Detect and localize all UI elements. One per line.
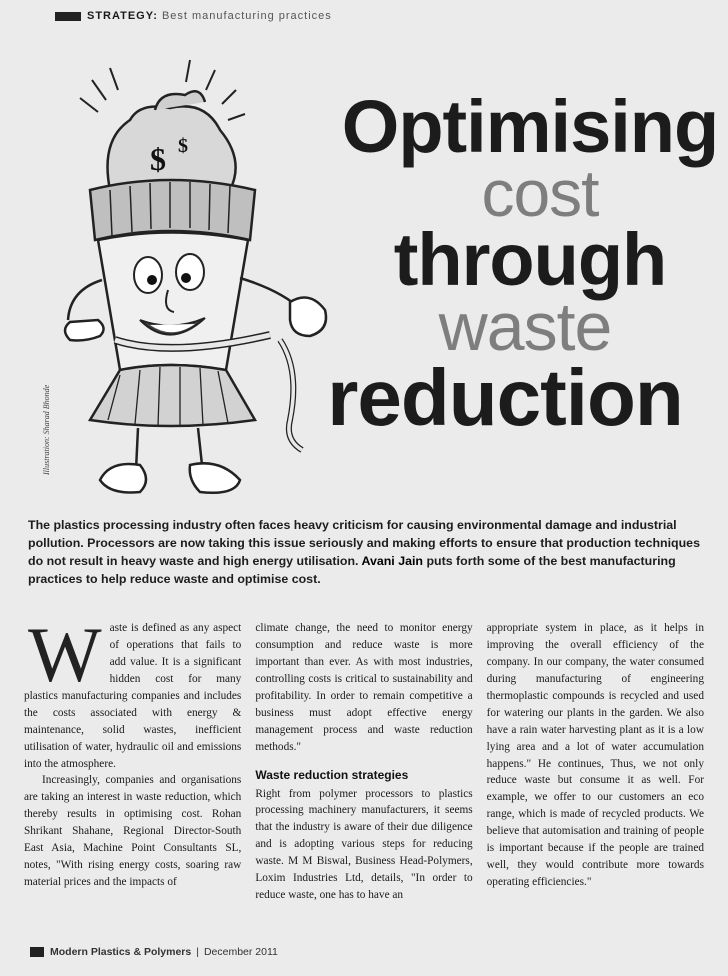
footer-separator: | xyxy=(196,946,199,958)
svg-text:$: $ xyxy=(178,135,188,157)
publication-name: Modern Plastics & Polymers xyxy=(50,946,192,958)
svg-text:$: $ xyxy=(150,141,166,177)
section-header xyxy=(55,8,332,24)
paragraph: appropriate system in place, as it helps in improving the overall efficiency of the company. In our company, the water consumed during manufacturing of engineering thermoplastic compounds is recycled and used for watering our plants in the garden. We also have a rain water harvesting plant as it is a low lying area and a lot of water accumulation happens." He continues, Thus, we not only reduce waste but consume it as well. For example, we offer to our customers an eco range, which is made of recycled products. We believe that automisation and training of people is important because if the people are trained well, they would contribute more towards operating efficiencies." xyxy=(486,622,704,889)
section-heading: Waste reduction strategies xyxy=(255,767,409,782)
standfirst-text: The plastics processing industry often faces heavy criticism for causing environmental damage and industrial pollution. Processors are now taking this issue seriously and making efforts to ensure that production techniques do not result in heavy waste and high energy utilisation. xyxy=(28,518,700,568)
standfirst-text-after: puts forth some of the best manufacturing practices to help reduce waste and optimise cost. xyxy=(28,553,676,586)
paragraph: climate change, the need to monitor energy consumption and reduce waste is more important than ever. As with most industries, controlling costs is critical to sustainability and profitability. In order to remain competitive a business must adopt effective energy management process and waste reduction methods." xyxy=(255,622,473,753)
section-subtitle: Best manufacturing practices xyxy=(161,10,332,22)
cartoon-legs xyxy=(100,428,240,493)
paragraph: Increasingly, companies and organisations are taking an interest in waste reduction, which thereby results in optimising cost. Rohan Shrikant Shahane, Regional Director-South East Asia, Machine Point Consultants SL, notes, "With rising energy costs, soaring raw material prices and the impacts of xyxy=(24,774,242,889)
paragraph: Right from polymer processors to plastics processing machinery manufacturers, it seems that the industry is aware of their due diligence and is adopting various steps for reducing waste. M M Biswal, Business Head-Polymers, Loxim Industries Ltd, details, "In order to reduce waste, one has to have an xyxy=(255,787,473,902)
article-body xyxy=(24,611,704,950)
title-line-5: reduction xyxy=(327,352,683,442)
paragraph-text: aste is defined as any aspect of operations that fails to add value. It is a significant hidden cost for many plastics manufacturing companies and includes the costs associated with energy & maintenance, solid wastes, inefficient utilisation of water, hydraulic oil and emissions into the atmosphere. xyxy=(24,622,242,770)
page-footer xyxy=(30,944,278,960)
column-1 xyxy=(24,611,242,950)
title-line-1: Optimising xyxy=(341,85,719,168)
drop-cap: W xyxy=(28,611,102,698)
column-3 xyxy=(487,620,704,950)
cup-rim xyxy=(90,180,255,240)
issue-date: December 2011 xyxy=(203,946,278,958)
paragraph xyxy=(24,611,242,772)
title-line-3: through xyxy=(393,217,667,301)
article-title xyxy=(300,85,720,442)
money-bag-icon xyxy=(108,91,236,190)
title-line-4: waste xyxy=(438,289,612,366)
title-line-2: cost xyxy=(481,156,599,231)
standfirst xyxy=(28,517,700,589)
section-label: STRATEGY: xyxy=(87,10,158,22)
column-2 xyxy=(255,620,472,950)
cup-skirt xyxy=(90,365,255,426)
illustration-credit: Illustration: Sharad Bhonde xyxy=(42,384,51,475)
author-name: Avani Jain xyxy=(361,553,423,568)
header-bar-mark xyxy=(55,12,81,21)
footer-bar-mark xyxy=(30,947,44,957)
